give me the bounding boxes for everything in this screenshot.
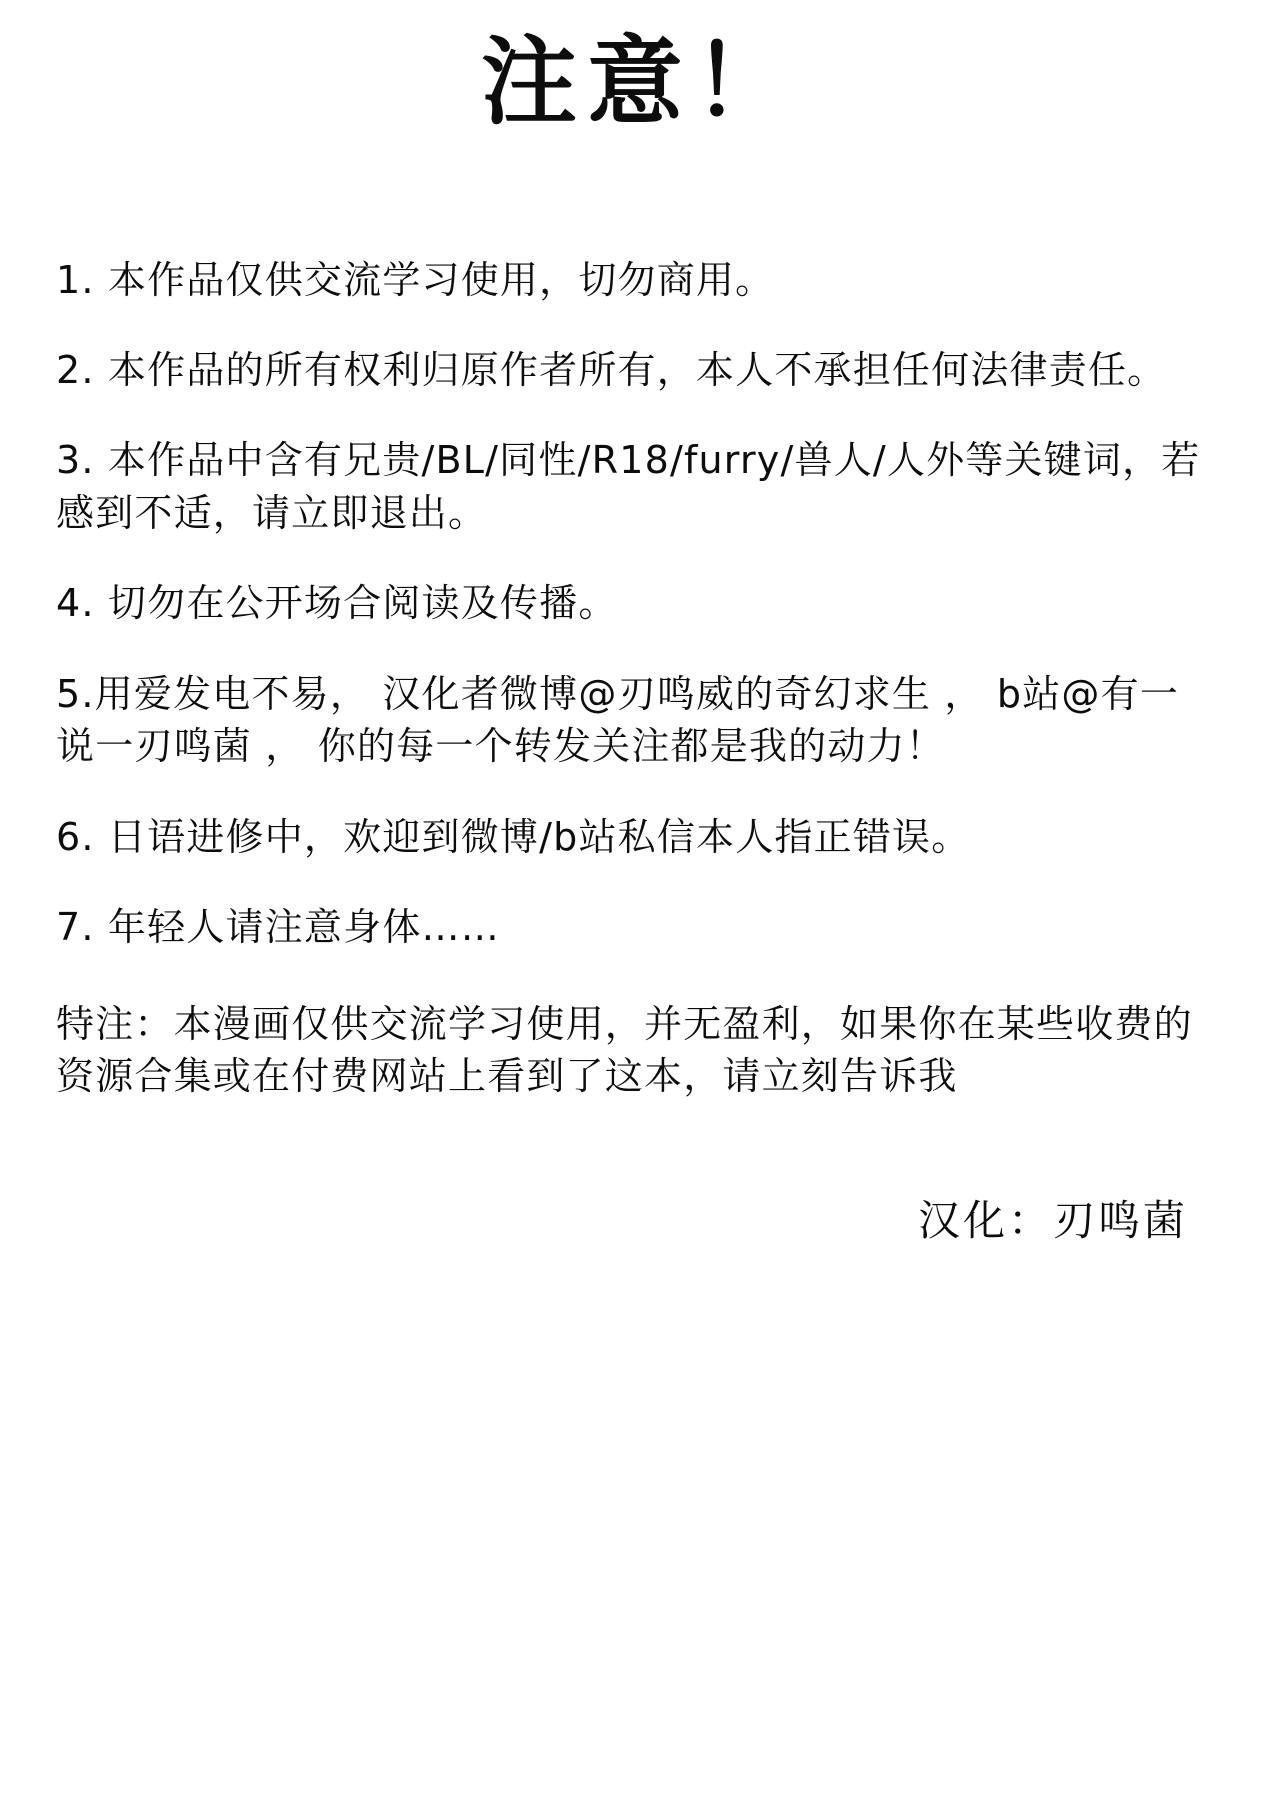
list-item: 2. 本作品的所有权利归原作者所有，本人不承担任何法律责任。 — [56, 348, 1167, 393]
page-title: 注意！ — [481, 26, 799, 138]
translator-signature: 汉化：刃鸣菌 — [917, 1196, 1188, 1246]
list-item: 6. 日语进修中，欢迎到微博/b站私信本人指正错误。 — [56, 814, 971, 859]
list-item: 5.用爱发电不易， 汉化者微博@刃鸣威的奇幻求生 ， b站@有一说一刃鸣菌 ， 你的每一个转发关注都是我的动力！ — [56, 671, 1180, 769]
list-item: 7. 年轻人请注意身体…… — [56, 905, 500, 950]
notice-list — [0, 254, 1280, 1103]
special-note: 特注：本漫画仅供交流学习使用，并无盈利，如果你在某些收费的资源合集或在付费网站上看到了这本，请立刻告诉我 — [56, 1001, 1193, 1098]
list-item: 4. 切勿在公开场合阅读及传播。 — [56, 581, 618, 626]
list-item: 1. 本作品仅供交流学习使用，切勿商用。 — [56, 257, 775, 302]
list-item: 3. 本作品中含有兄贵/BL/同性/R18/furry/兽人/人外等关键词，若感到不适，请立即退出。 — [56, 438, 1201, 535]
